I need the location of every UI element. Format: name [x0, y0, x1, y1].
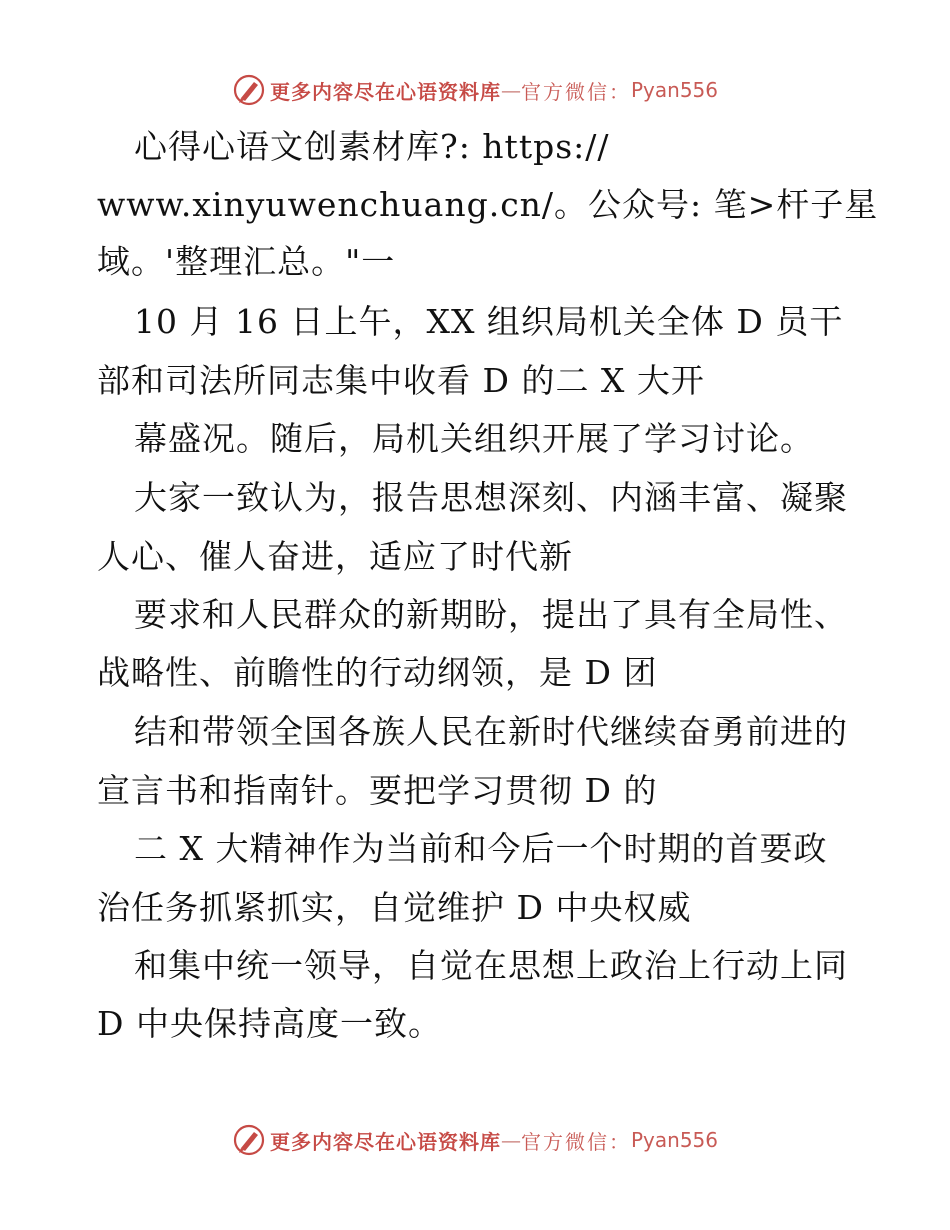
body-line: 结和带领全国各族人民在新时代继续奋勇前进的: [134, 712, 848, 751]
watermark-banner-bottom: [0, 1120, 950, 1160]
watermark-banner-top: [0, 70, 950, 110]
body-line: www.xinyuwenchuang.cn/。公众号: 笔>杆子星: [97, 185, 879, 224]
body-line: 二 X 大精神作为当前和今后一个时期的首要政: [134, 829, 828, 868]
watermark-separator: —: [500, 1128, 521, 1152]
body-line: 治任务抓紧抓实，自觉维护 D 中央权威: [97, 888, 692, 927]
body-line: 和集中统一领导，自觉在思想上政治上行动上同: [134, 946, 848, 985]
body-line: D 中央保持高度一致。: [97, 1004, 442, 1043]
body-line: 幕盛况。随后，局机关组织开展了学习讨论。: [134, 419, 814, 458]
body-line: 10 月 16 日上午，XX 组织局机关全体 D 员干: [134, 302, 844, 341]
body-line: 部和司法所同志集中收看 D 的二 X 大开: [97, 361, 705, 400]
body-line: 域。'整理汇总。"一: [97, 242, 396, 281]
body-line: 要求和人民群众的新期盼，提出了具有全局性、: [134, 595, 848, 634]
pen-logo-icon: [232, 1123, 266, 1157]
body-line: 人心、催人奋进，适应了时代新: [97, 537, 573, 576]
body-line: 宣言书和指南针。要把学习贯彻 D 的: [97, 771, 658, 810]
watermark-wechat-label: 官方微信：: [520, 79, 631, 104]
watermark-brand-text: 更多内容尽在心语资料库: [269, 79, 501, 104]
body-line: 心得心语文创素材库?: https://: [134, 127, 610, 166]
body-line: 战略性、前瞻性的行动纲领，是 D 团: [97, 653, 658, 692]
watermark-wechat-id: Pyan556: [630, 78, 718, 102]
watermark-brand-text: 更多内容尽在心语资料库: [269, 1129, 501, 1154]
pen-logo-icon: [232, 73, 266, 107]
watermark-wechat-id: Pyan556: [630, 1128, 718, 1152]
watermark-wechat-label: 官方微信：: [520, 1129, 631, 1154]
watermark-separator: —: [500, 78, 521, 102]
body-line: 大家一致认为，报告思想深刻、内涵丰富、凝聚: [134, 478, 848, 517]
